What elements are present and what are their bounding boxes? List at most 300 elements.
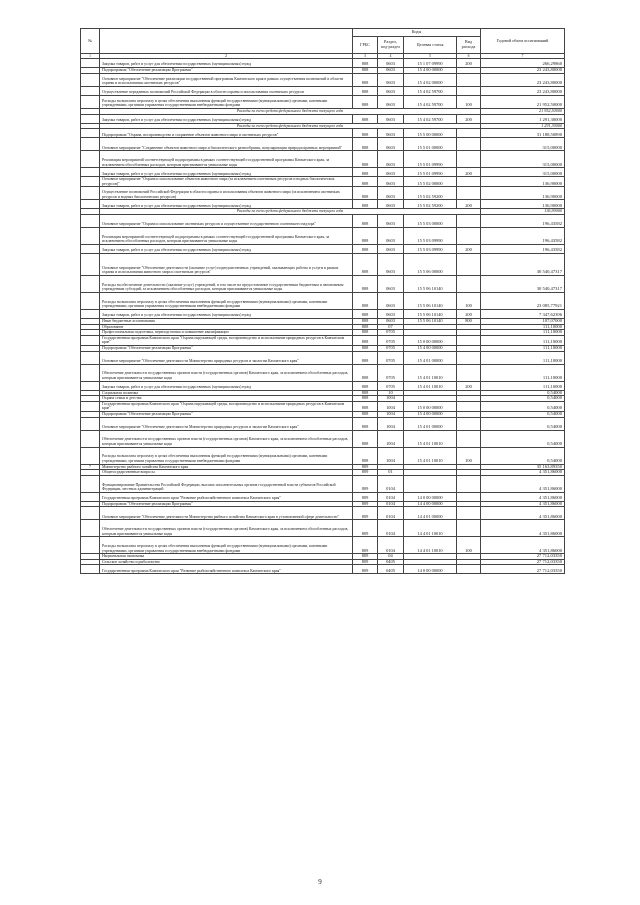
- cell-amount: 111,10000: [481, 381, 565, 390]
- cell-name: Реализация мероприятий соответствующей подпрограммы в рамках соответствующей государственной программы Камчатского края, за исключением обособленных расходов, которым присваиваются уникальные коды: [100, 227, 353, 244]
- cell-grbs: 808: [353, 318, 378, 324]
- cell-name: Расходы на выплаты персоналу в целях обеспечения выполнения функций государственными (муниципальными) органами, казенными учреждениями, органами управления государственными внебюджетными фондами: [100, 537, 353, 554]
- header-section: Раздел, под-раздел: [378, 37, 404, 54]
- cell-grbs: 808: [353, 292, 378, 309]
- column-index: 4: [378, 54, 404, 59]
- table-row: [81, 74, 565, 87]
- cell-vr: 100: [457, 447, 481, 464]
- cell-section: 0603: [378, 138, 404, 151]
- cell-grbs: 808: [353, 396, 378, 402]
- cell-target: 15 0 00 00000: [404, 401, 457, 411]
- cell-name: Подпрограмма "Обеспечение реализации Программы": [100, 411, 353, 417]
- cell-amount: 136,90000: [481, 177, 565, 187]
- cell-name: Расходы на выплаты персоналу в целях обеспечения выполнения функций государственными (муниципальными) органами, казенными учреждениями, органами управления государственными внебюджетными фондами: [100, 292, 353, 309]
- cell-name: Подпрограмма "Охрана, воспроизводство и сохранение объектов животного мира и охотничьих ресурсов": [100, 129, 353, 138]
- cell-name: Министерство рыбного хозяйства Камчатского края: [100, 464, 353, 470]
- table-row: [81, 364, 565, 381]
- funding-source-label: Расходы за счет средств федерального бюджета текущего года: [100, 109, 481, 115]
- budget-table: [80, 28, 565, 574]
- cell-section: 0603: [378, 68, 404, 74]
- cell-no: [81, 417, 100, 430]
- cell-no: [81, 200, 100, 209]
- cell-name: Расходы на обеспечение деятельности (оказание услуг) учреждений, в том числе на предоставление государственным бюджетным и автономным учреждениям субсидий, за исключением обособленных расходов, которым присваиваются уникальные коды: [100, 275, 353, 292]
- cell-vr: [457, 520, 481, 537]
- cell-name: Основное мероприятие "Охрана и использование охотничьих ресурсов и осуществление государственного охотничьего надзора": [100, 214, 353, 227]
- table-row: [81, 151, 565, 168]
- table-row: [81, 253, 565, 275]
- cell-section: 0603: [378, 227, 404, 244]
- cell-name: Закупка товаров, работ и услуг для обеспечения государственных (муниципальных) нужд: [100, 244, 353, 253]
- cell-section: 0603: [378, 292, 404, 309]
- cell-name: Профессиональная подготовка, переподготовка и повышение квалификации: [100, 330, 353, 336]
- cell-section: 0603: [378, 96, 404, 109]
- cell-name: Обеспечение деятельности государственных органов власти (государственных органов) Камчатского края, за исключением обособленных расходов, которым присваиваются уникальные коды: [100, 430, 353, 447]
- cell-grbs: 809: [353, 565, 378, 574]
- funding-source-label: Расходы за счет средств федерального бюджета текущего года: [100, 123, 481, 129]
- cell-no: [81, 447, 100, 464]
- cell-section: 0603: [378, 114, 404, 123]
- cell-section: 0405: [378, 559, 404, 565]
- table-row: [81, 565, 565, 574]
- cell-grbs: 808: [353, 129, 378, 138]
- cell-name: Расходы на выплаты персоналу в целях обеспечения выполнения функций государственными (муниципальными) органами, казенными учреждениями, органами управления государственными внебюджетными фондами: [100, 96, 353, 109]
- cell-name: Основное мероприятие "Обеспечение деятельности Министерства природных ресурсов и экологии Камчатского края": [100, 351, 353, 364]
- cell-amount: 4 351,86000: [481, 475, 565, 492]
- cell-grbs: 808: [353, 351, 378, 364]
- cell-amount: 111,10000: [481, 335, 565, 345]
- cell-amount: 0,54000: [481, 396, 565, 402]
- cell-vr: [457, 335, 481, 345]
- cell-no: [81, 475, 100, 492]
- cell-target: 15 4 02 00000: [404, 74, 457, 87]
- table-row: [81, 227, 565, 244]
- table-row: [81, 520, 565, 537]
- cell-section: 0603: [378, 151, 404, 168]
- cell-target: 15 5 02 59200: [404, 200, 457, 209]
- cell-amount: 107,07000: [481, 318, 565, 324]
- cell-amount: 21 952,50000: [481, 109, 565, 115]
- cell-grbs: 808: [353, 430, 378, 447]
- cell-grbs: 808: [353, 390, 378, 396]
- cell-section: 0405: [378, 565, 404, 574]
- cell-section: 0705: [378, 335, 404, 345]
- cell-no: [81, 565, 100, 574]
- funding-source-label: Расходы за счет средств федерального бюджета текущего года: [100, 209, 481, 215]
- cell-grbs: 809: [353, 464, 378, 470]
- cell-grbs: 808: [353, 214, 378, 227]
- cell-amount: 27 712,03350: [481, 565, 565, 574]
- cell-vr: [457, 417, 481, 430]
- cell-grbs: 808: [353, 381, 378, 390]
- cell-grbs: 808: [353, 345, 378, 351]
- budget-table-sheet: [80, 28, 564, 574]
- cell-target: 15 5 06 10140: [404, 309, 457, 318]
- header-name: [100, 29, 353, 54]
- cell-grbs: 808: [353, 200, 378, 209]
- cell-vr: [457, 275, 481, 292]
- cell-vr: [457, 74, 481, 87]
- cell-amount: 0,54000: [481, 390, 565, 396]
- cell-target: 15 5 01 09990: [404, 168, 457, 177]
- page-number: 9: [318, 878, 322, 886]
- cell-amount: 136,90000: [481, 200, 565, 209]
- cell-grbs: 808: [353, 244, 378, 253]
- cell-grbs: 809: [353, 501, 378, 507]
- cell-target: 15 5 06 10140: [404, 275, 457, 292]
- cell-target: 15 5 03 00000: [404, 214, 457, 227]
- cell-amount: 111,10000: [481, 330, 565, 336]
- cell-name: Государственная программа Камчатского края "Развитие рыбохозяйственного комплекса Камчатского края": [100, 565, 353, 574]
- cell-target: 15 4 00 00000: [404, 411, 457, 417]
- cell-grbs: 808: [353, 168, 378, 177]
- cell-grbs: 808: [353, 417, 378, 430]
- cell-no: [81, 520, 100, 537]
- cell-target: 15 5 02 00000: [404, 177, 457, 187]
- cell-grbs: 808: [353, 253, 378, 275]
- cell-no: [81, 381, 100, 390]
- cell-amount: 136,90000: [481, 209, 565, 215]
- cell-vr: [457, 351, 481, 364]
- cell-section: 10: [378, 390, 404, 396]
- cell-name: Закупка товаров, работ и услуг для обеспечения государственных (муниципальных) нужд: [100, 59, 353, 68]
- cell-amount: 0,54000: [481, 401, 565, 411]
- cell-amount: 136,90000: [481, 187, 565, 200]
- cell-amount: 266,29860: [481, 59, 565, 68]
- cell-name: Закупка товаров, работ и услуг для обеспечения государственных (муниципальных) нужд: [100, 381, 353, 390]
- column-index: 3: [353, 54, 378, 59]
- cell-amount: 315,00000: [481, 138, 565, 151]
- cell-vr: [457, 475, 481, 492]
- cell-target: 15 4 02 59700: [404, 114, 457, 123]
- cell-vr: [457, 151, 481, 168]
- cell-vr: 200: [457, 244, 481, 253]
- cell-no: [81, 227, 100, 244]
- cell-amount: 4 351,86000: [481, 537, 565, 554]
- cell-grbs: 808: [353, 68, 378, 74]
- cell-amount: 35 163,89350: [481, 464, 565, 470]
- cell-name: Государственная программа Камчатского края "Развитие рыбохозяйственного комплекса Камчатского края": [100, 492, 353, 501]
- cell-grbs: 809: [353, 470, 378, 476]
- cell-no: [81, 430, 100, 447]
- cell-name: Закупка товаров, работ и услуг для обеспечения государственных (муниципальных) нужд: [100, 114, 353, 123]
- cell-amount: 196,43582: [481, 227, 565, 244]
- cell-name: Подпрограмма "Обеспечение реализации Программы": [100, 68, 353, 74]
- cell-section: 01: [378, 470, 404, 476]
- cell-grbs: 808: [353, 114, 378, 123]
- cell-grbs: 808: [353, 177, 378, 187]
- cell-vr: 200: [457, 200, 481, 209]
- cell-section: 0705: [378, 351, 404, 364]
- column-index: 1: [81, 54, 100, 59]
- cell-amount: 30 540,47317: [481, 253, 565, 275]
- cell-target: 15 1 07 09990: [404, 59, 457, 68]
- cell-amount: 30 540,47317: [481, 275, 565, 292]
- cell-no: [81, 177, 100, 187]
- cell-target: 15 5 06 00000: [404, 253, 457, 275]
- cell-vr: [457, 177, 481, 187]
- cell-section: 0104: [378, 507, 404, 520]
- cell-grbs: 808: [353, 187, 378, 200]
- cell-target: 15 4 01 10010: [404, 364, 457, 381]
- table-row: [81, 401, 565, 411]
- cell-amount: 111,10000: [481, 324, 565, 330]
- cell-grbs: 808: [353, 138, 378, 151]
- cell-vr: 200: [457, 114, 481, 123]
- table-row: [81, 59, 565, 68]
- cell-grbs: 809: [353, 537, 378, 554]
- cell-target: 15 5 06 10140: [404, 318, 457, 324]
- cell-section: 04: [378, 554, 404, 560]
- cell-name: Осуществление переданных полномочий Российской Федерации в области охраны и использования охотничьих ресурсов: [100, 87, 353, 96]
- cell-amount: 111,10000: [481, 351, 565, 364]
- cell-name: Обеспечение деятельности государственных органов власти (государственных органов) Камчатского края, за исключением обособленных расходов, которым присваиваются уникальные коды: [100, 364, 353, 381]
- cell-section: 0603: [378, 59, 404, 68]
- cell-section: 0104: [378, 501, 404, 507]
- cell-section: 0705: [378, 381, 404, 390]
- cell-target: 15 4 00 00000: [404, 68, 457, 74]
- cell-no: [81, 168, 100, 177]
- cell-grbs: 808: [353, 275, 378, 292]
- cell-vr: 200: [457, 381, 481, 390]
- cell-vr: [457, 401, 481, 411]
- cell-name: Основное мероприятие "Обеспечение деятельности Министерства природных ресурсов и экологии Камчатского края": [100, 417, 353, 430]
- cell-name: Сельское хозяйство и рыболовство: [100, 559, 353, 565]
- cell-grbs: 808: [353, 335, 378, 345]
- cell-vr: 200: [457, 309, 481, 318]
- cell-name: Подпрограмма "Обеспечение реализации Программы": [100, 345, 353, 351]
- cell-no: [81, 537, 100, 554]
- cell-grbs: 808: [353, 59, 378, 68]
- table-row: [81, 309, 565, 318]
- cell-no: [81, 335, 100, 345]
- cell-amount: 1 291,30000: [481, 114, 565, 123]
- column-index: 2: [100, 54, 353, 59]
- header-grbs: ГРБС: [353, 37, 378, 54]
- header-vr: Вид расхода: [457, 37, 481, 54]
- cell-no: [81, 401, 100, 411]
- table-row: [81, 447, 565, 464]
- cell-grbs: 808: [353, 447, 378, 464]
- cell-section: 0603: [378, 253, 404, 275]
- cell-grbs: 808: [353, 227, 378, 244]
- cell-vr: 200: [457, 59, 481, 68]
- cell-amount: 23 243,80000: [481, 74, 565, 87]
- cell-section: 1004: [378, 447, 404, 464]
- table-row: [81, 492, 565, 501]
- header-target: Целевая статья: [404, 37, 457, 54]
- cell-grbs: 808: [353, 364, 378, 381]
- cell-grbs: 808: [353, 309, 378, 318]
- cell-vr: 100: [457, 96, 481, 109]
- cell-no: [81, 187, 100, 200]
- cell-vr: [457, 364, 481, 381]
- cell-grbs: 809: [353, 554, 378, 560]
- column-index: 5: [404, 54, 457, 59]
- cell-grbs: 808: [353, 87, 378, 96]
- cell-name: Охрана семьи и детства: [100, 396, 353, 402]
- cell-grbs: 808: [353, 330, 378, 336]
- cell-target: 15 4 01 00000: [404, 417, 457, 430]
- cell-no: [81, 364, 100, 381]
- cell-section: 1004: [378, 396, 404, 402]
- cell-target: 14 4 01 10010: [404, 537, 457, 554]
- cell-grbs: 809: [353, 520, 378, 537]
- cell-amount: 0,54000: [481, 447, 565, 464]
- cell-no: [81, 59, 100, 68]
- cell-vr: 200: [457, 168, 481, 177]
- cell-target: 15 0 00 00000: [404, 335, 457, 345]
- cell-name: Основное мероприятие "Обеспечение деятельности Министерства рыбного хозяйства Камчатского края в установленной сфере деятельности": [100, 507, 353, 520]
- table-row: [81, 275, 565, 292]
- cell-section: 0705: [378, 345, 404, 351]
- cell-name: Основное мероприятие "Охрана и использование объектов животного мира (за исключением охотничьих ресурсов и водных биологических ресурсов)": [100, 177, 353, 187]
- cell-no: 7: [81, 464, 100, 470]
- cell-amount: 23 085,77921: [481, 292, 565, 309]
- cell-target: [404, 475, 457, 492]
- cell-section: 0104: [378, 492, 404, 501]
- cell-amount: 0,54000: [481, 411, 565, 417]
- cell-amount: 31 188,50890: [481, 129, 565, 138]
- cell-section: 0603: [378, 87, 404, 96]
- cell-amount: 315,00000: [481, 168, 565, 177]
- cell-name: Реализация мероприятий соответствующей подпрограммы в рамках соответствующей государственной программы Камчатского края, за исключением обособленных расходов, которым присваиваются уникальные коды: [100, 151, 353, 168]
- cell-name: Иные бюджетные ассигнования: [100, 318, 353, 324]
- cell-no: [81, 253, 100, 275]
- cell-target: 15 5 00 00000: [404, 129, 457, 138]
- cell-name: Основное мероприятие "Обеспечение деятельности (оказание услуг) подведомственных учреждений, оказывающих работы и услуги в рамках охраны и использования животного мира и охотничьих ресурсов": [100, 253, 353, 275]
- cell-grbs: 808: [353, 151, 378, 168]
- cell-vr: [457, 129, 481, 138]
- cell-vr: [457, 253, 481, 275]
- cell-grbs: 809: [353, 559, 378, 565]
- cell-grbs: 809: [353, 475, 378, 492]
- cell-target: 14 0 00 00000: [404, 565, 457, 574]
- cell-target: 14 4 00 00000: [404, 501, 457, 507]
- cell-amount: 21 952,50000: [481, 96, 565, 109]
- cell-amount: 0,54000: [481, 417, 565, 430]
- cell-amount: 111,10000: [481, 345, 565, 351]
- cell-no: [81, 74, 100, 87]
- cell-vr: [457, 214, 481, 227]
- cell-vr: [457, 565, 481, 574]
- cell-section: 0705: [378, 364, 404, 381]
- table-row: [81, 430, 565, 447]
- cell-amount: 196,43582: [481, 214, 565, 227]
- cell-target: 15 4 00 00000: [404, 345, 457, 351]
- table-body: [81, 59, 565, 574]
- cell-target: 15 4 01 10010: [404, 447, 457, 464]
- table-row: [81, 138, 565, 151]
- cell-section: 0104: [378, 520, 404, 537]
- cell-name: Закупка товаров, работ и услуг для обеспечения государственных (муниципальных) нужд: [100, 200, 353, 209]
- cell-vr: [457, 492, 481, 501]
- table-row: [81, 292, 565, 309]
- cell-name: Социальная политика: [100, 390, 353, 396]
- table-row: [81, 537, 565, 554]
- cell-no: [81, 492, 100, 501]
- table-row: [81, 96, 565, 109]
- cell-section: 1004: [378, 417, 404, 430]
- cell-name: Закупка товаров, работ и услуг для обеспечения государственных (муниципальных) нужд: [100, 168, 353, 177]
- table-row: [81, 87, 565, 96]
- cell-no: [81, 129, 100, 138]
- table-row: [81, 168, 565, 177]
- cell-section: 0603: [378, 74, 404, 87]
- cell-section: 0603: [378, 309, 404, 318]
- cell-target: 15 4 01 00000: [404, 351, 457, 364]
- cell-section: 1004: [378, 401, 404, 411]
- table-row: [81, 200, 565, 209]
- cell-target: 14 4 01 10010: [404, 520, 457, 537]
- cell-section: 1004: [378, 411, 404, 417]
- cell-name: Основное мероприятие "Обеспечение реализации государственной программы Камчатского края в рамках осуществления полномочий в области охраны и использования охотничьих ресурсов": [100, 74, 353, 87]
- cell-grbs: 808: [353, 411, 378, 417]
- cell-section: 0603: [378, 244, 404, 253]
- header-codes-group: Коды: [353, 29, 481, 37]
- cell-section: 0104: [378, 475, 404, 492]
- cell-name: Подпрограмма "Обеспечение реализации Программы": [100, 501, 353, 507]
- cell-amount: 4 351,86000: [481, 507, 565, 520]
- cell-vr: [457, 87, 481, 96]
- cell-section: 0603: [378, 214, 404, 227]
- cell-grbs: 808: [353, 96, 378, 109]
- cell-no: [81, 87, 100, 96]
- cell-name: Осуществление полномочий Российской Федерации в области охраны и использования объектов животного мира (за исключением охотничьих ресурсов и водных биологических ресурсов): [100, 187, 353, 200]
- cell-no: [81, 275, 100, 292]
- cell-target: 15 5 03 09990: [404, 227, 457, 244]
- cell-name: Функционирование Правительства Российской Федерации, высших исполнительных органов государственной власти субъектов Российской Федерации, местных администраций: [100, 475, 353, 492]
- cell-section: 0603: [378, 168, 404, 177]
- header-no: №: [81, 29, 100, 54]
- cell-grbs: 808: [353, 324, 378, 330]
- cell-grbs: 809: [353, 507, 378, 520]
- cell-name: Расходы на выплаты персоналу в целях обеспечения выполнения функций государственными (муниципальными) органами, казенными учреждениями, органами управления государственными внебюджетными фондами: [100, 447, 353, 464]
- cell-section: 0603: [378, 129, 404, 138]
- cell-target: 15 5 02 59200: [404, 187, 457, 200]
- cell-target: 14 0 00 00000: [404, 492, 457, 501]
- cell-target: 15 4 01 10010: [404, 381, 457, 390]
- cell-vr: [457, 430, 481, 447]
- cell-target: 15 5 06 10140: [404, 292, 457, 309]
- cell-amount: 1 291,30000: [481, 123, 565, 129]
- cell-name: Закупка товаров, работ и услуг для обеспечения государственных (муниципальных) нужд: [100, 309, 353, 318]
- cell-amount: 4 351,86000: [481, 470, 565, 476]
- cell-target: 15 5 01 09990: [404, 151, 457, 168]
- cell-amount: 315,00000: [481, 151, 565, 168]
- cell-amount: 4 351,86000: [481, 520, 565, 537]
- cell-target: 15 5 01 00000: [404, 138, 457, 151]
- cell-amount: 4 351,86000: [481, 501, 565, 507]
- cell-name: Общегосударственные вопросы: [100, 470, 353, 476]
- cell-no: [81, 507, 100, 520]
- cell-vr: [457, 227, 481, 244]
- cell-name: Образование: [100, 324, 353, 330]
- table-row: [81, 335, 565, 345]
- cell-amount: 4 351,86000: [481, 492, 565, 501]
- cell-no: [81, 114, 100, 123]
- cell-vr: 800: [457, 318, 481, 324]
- cell-amount: 27 712,03350: [481, 554, 565, 560]
- table-row: [81, 114, 565, 123]
- cell-name: Основное мероприятие "Сохранение объектов животного мира и биологического разнообразия, популяризация природоохранных мероприятий": [100, 138, 353, 151]
- table-row: [81, 475, 565, 492]
- cell-amount: 23 243,80000: [481, 87, 565, 96]
- cell-vr: [457, 138, 481, 151]
- table-row: [81, 507, 565, 520]
- cell-amount: 23 243,80000: [481, 68, 565, 74]
- cell-vr: 100: [457, 537, 481, 554]
- cell-no: [81, 96, 100, 109]
